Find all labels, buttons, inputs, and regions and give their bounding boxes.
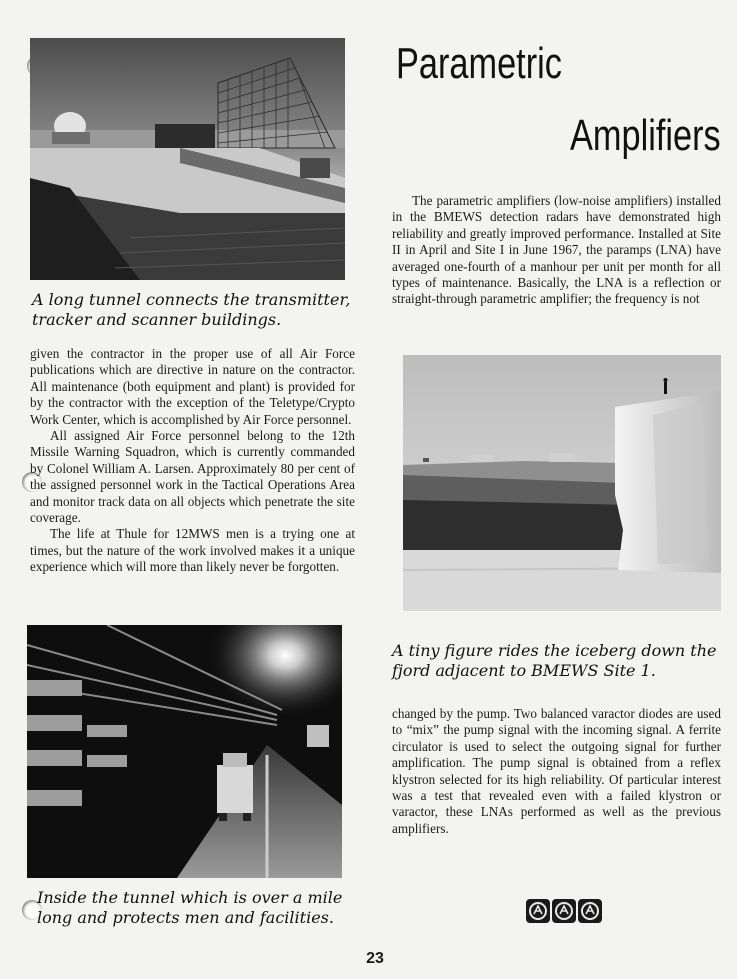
left-column-text	[30, 346, 355, 576]
decorative-logos	[526, 899, 602, 923]
left-paragraph-2: All assigned Air Force personnel belong to the 12th Missile Warning Squadron, which is currently commanded by Colonel William A. Larsen. Approximately 80 per cent of the assigned personnel work in the Tactical Operations Area and monitor track data on all objects which penetrate the site coverage.	[30, 428, 355, 526]
caption-inside-tunnel: Inside the tunnel which is over a mile long and protects men and facilities.	[37, 888, 343, 927]
right-paragraph-1: The parametric amplifiers (low-noise amplifiers) installed in the BMEWS detection radars have demonstrated high reliability and greatly improved performance. Installed at Site II in April and Site I in June 1967, the paramps (LNA) have averaged one-fourth of a manhour per unit per month for all types of maintenance. Basically, the LNA is a reflection or straight-through parametric amplifier; the frequency is not	[392, 193, 721, 307]
iceberg-photo	[403, 355, 721, 611]
caption-iceberg: A tiny figure rides the iceberg down the fjord adjacent to BMEWS Site 1.	[392, 641, 717, 680]
right-column-text-bottom	[392, 706, 721, 837]
title-line-2: Amplifiers	[570, 111, 721, 160]
radar-site-photo	[30, 38, 345, 280]
tunnel-interior-photo	[27, 625, 342, 878]
caption-tunnel-buildings: A long tunnel connects the transmitter, tracker and scanner buildings.	[32, 290, 351, 329]
page-number: 23	[366, 950, 384, 967]
right-column-text-top	[392, 193, 721, 308]
left-paragraph-3: The life at Thule for 12MWS men is a trying one at times, but the nature of the work involved makes it a unique experience which will more than likely never be forgotten.	[30, 526, 355, 575]
emblem-icon	[526, 899, 550, 923]
emblem-icon	[552, 899, 576, 923]
right-paragraph-2: changed by the pump. Two balanced varactor diodes are used to “mix” the pump signal with the incoming signal. A ferrite circulator is used to select the outgoing signal for further amplification. The pump signal is obtained from a reflex klystron selected for its high reliability. Of particular interest was a test that revealed even with a failed klystron or varactor, these LNAs performed as well as the previous amplifiers.	[392, 706, 721, 836]
emblem-icon	[578, 899, 602, 923]
title-line-1: Parametric	[396, 39, 562, 88]
left-paragraph-1: given the contractor in the proper use of all Air Force publications which are directive in nature on the contractor. All maintenance (both equipment and plant) is provided for by the contractor with the exception of the Teletype/Crypto Work Center, which is accomplished by Air Force personnel.	[30, 346, 355, 427]
